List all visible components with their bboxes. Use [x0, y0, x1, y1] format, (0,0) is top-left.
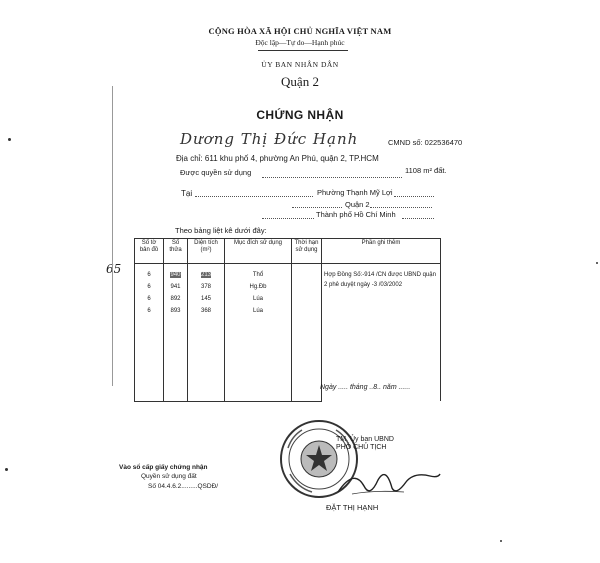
parcel-table — [134, 238, 441, 402]
dotted-leader — [292, 201, 342, 208]
sheet-cell: 6 — [135, 264, 164, 282]
signing-date: Ngày ..... tháng ..8.. năm ...... — [320, 384, 411, 391]
area-value: 213 — [200, 272, 211, 278]
scan-edge — [112, 86, 113, 386]
purpose-cell: Lúa — [225, 293, 292, 305]
signer-title-1: TM. Ủy ban UBND — [336, 436, 394, 443]
dotted-leader — [370, 201, 432, 208]
purpose-cell: Thổ — [225, 264, 292, 282]
term-cell — [292, 305, 322, 401]
rights-label: Được quyền sử dụng — [180, 168, 252, 177]
column-header: Diện tích (m²) — [188, 239, 225, 264]
term-cell — [292, 281, 322, 293]
issuing-authority: ỦY BAN NHÂN DÂN — [261, 60, 339, 69]
column-header: Số tờ bản đồ — [135, 239, 164, 264]
registry-number: Số 04.4.6.2.........QSDĐ/ — [148, 483, 219, 490]
district-name: Quận 2 — [281, 74, 319, 89]
list-intro: Theo bảng liệt kê dưới đây: — [175, 226, 267, 235]
term-cell — [292, 264, 322, 282]
owner-name: Dương Thị Đức Hạnh — [180, 130, 359, 148]
purpose-cell: Lúa — [225, 305, 292, 401]
handwritten-mark: 65 — [106, 262, 122, 276]
scan-speck — [5, 468, 8, 471]
note-cell: Hợp Đồng Số:-914 /CN được UBND quận 2 phê duyệt ngày -3 /03/2002 — [322, 264, 441, 402]
table-header-row — [135, 239, 441, 264]
national-title: CỘNG HÒA XÃ HỘI CHỦ NGHĨA VIỆT NAM — [208, 26, 392, 36]
dotted-leader — [195, 190, 313, 197]
term-cell — [292, 293, 322, 305]
location-ward: Phường Thạnh Mỹ Lợi — [317, 188, 393, 197]
scan-speck — [8, 138, 11, 141]
sheet-cell: 6 — [135, 281, 164, 293]
area-cell: 378 — [188, 281, 225, 293]
sheet-cell: 6 — [135, 305, 164, 401]
dotted-leader — [262, 212, 314, 219]
sheet-cell: 6 — [135, 293, 164, 305]
parcel-cell: 941 — [164, 281, 188, 293]
parcel-cell: 892 — [164, 293, 188, 305]
parcel-number: 940 — [170, 272, 181, 278]
dotted-leader — [394, 190, 434, 197]
total-area: 1108 m² đất. — [405, 166, 447, 175]
parcel-cell — [164, 264, 188, 282]
location-district: Quận 2 — [345, 200, 370, 209]
table-row — [135, 264, 441, 282]
dotted-leader — [262, 170, 402, 178]
registry-line: Quyền sử dụng đất — [141, 473, 197, 480]
column-header: Mục đích sử dụng — [225, 239, 292, 264]
column-header: Số thửa — [164, 239, 188, 264]
area-cell: 145 — [188, 293, 225, 305]
parcel-cell: 893 — [164, 305, 188, 401]
signer-name: ĐẶT THỊ HẠNH — [326, 503, 379, 512]
scan-speck — [500, 540, 502, 542]
certificate-title: CHỨNG NHẬN — [256, 108, 344, 122]
scan-speck — [596, 262, 598, 264]
location-city: Thành phố Hồ Chí Minh — [316, 210, 396, 219]
column-header: Thời hạn sử dụng — [292, 239, 322, 264]
dotted-leader — [402, 212, 434, 219]
owner-address: Địa chỉ: 611 khu phố 4, phường An Phú, quận 2, TP.HCM — [176, 154, 379, 163]
id-number: CMND số: 022536470 — [388, 138, 463, 147]
purpose-cell: Hg.Đb — [225, 281, 292, 293]
header-divider — [258, 50, 348, 51]
national-motto: Độc lập—Tự do—Hạnh phúc — [255, 38, 345, 47]
registry-line: Vào sổ cấp giấy chứng nhận — [119, 464, 208, 471]
location-label: Tại — [181, 189, 193, 198]
area-cell — [188, 264, 225, 282]
area-cell: 368 — [188, 305, 225, 401]
signer-title-2: PHÓ CHỦ TỊCH — [336, 444, 387, 451]
signature-icon — [334, 462, 444, 502]
column-header: Phần ghi thêm — [322, 239, 441, 264]
